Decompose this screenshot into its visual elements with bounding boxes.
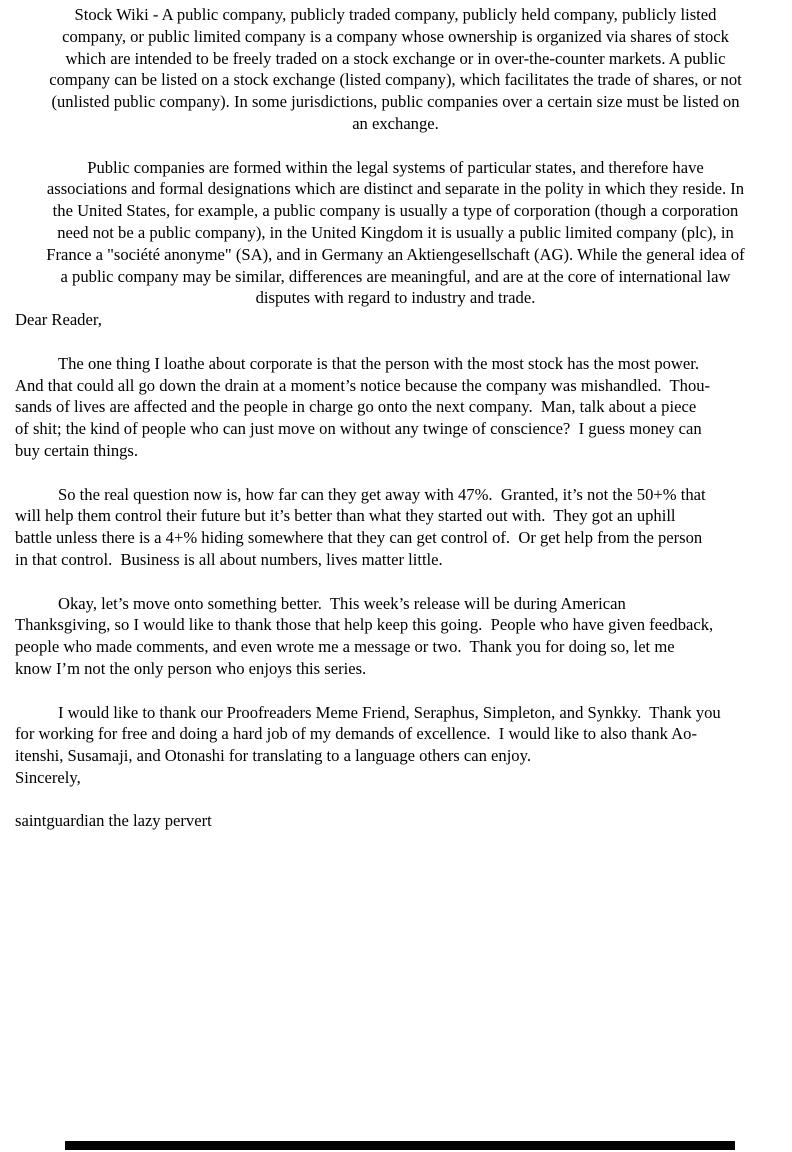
paragraph [15, 593, 776, 680]
text-line: an exchange. [352, 113, 439, 133]
text-line: itenshi, Susamaji, and Otonashi for translating to a language others can enjoy. [15, 746, 531, 766]
text-line: France a "société anonyme" (SA), and in Germany an Aktiengesellschaft (AG). While the general idea of [46, 244, 745, 264]
text-line: of shit; the kind of people who can just move on without any twinge of conscience? I guess money can [15, 419, 702, 439]
text-line: I would like to thank our Proofreaders Meme Friend, Seraphus, Simpleton, and Synkky. Thank you [58, 702, 721, 722]
text-line: for working for free and doing a hard job of my demands of excellence. I would like to also thank Ao- [15, 724, 697, 744]
paragraph [15, 353, 776, 462]
text-line: disputes with regard to industry and trade. [255, 288, 536, 308]
bottom-bar [65, 1141, 735, 1150]
paragraph [15, 4, 776, 135]
body-paragraphs [15, 353, 776, 767]
text-line: buy certain things. [15, 440, 139, 460]
salutation: Dear Reader, [15, 310, 102, 330]
text-line: sands of lives are affected and the people in charge go onto the next company. Man, talk about a piece [15, 397, 697, 417]
intro-paragraphs [15, 4, 776, 309]
text-line: a public company may be similar, differences are meaningful, and are at the core of international law [60, 266, 731, 286]
text-line: Okay, let’s move onto something better. This week’s release will be during American [58, 593, 626, 613]
text-line: Public companies are formed within the legal systems of particular states, and therefore have [87, 157, 704, 177]
text-line: So the real question now is, how far can they get away with 47%. Granted, it’s not the 50+% that [58, 484, 706, 504]
paragraph [15, 157, 776, 310]
text-line: company, or public limited company is a company whose ownership is organized via shares of stock [62, 26, 729, 46]
text-line: know I’m not the only person who enjoys this series. [15, 658, 367, 678]
text-line: (unlisted public company). In some jurisdictions, public companies over a certain size must be listed on [51, 92, 740, 112]
text-line: will help them control their future but it’s better than what they started out with. They got an uphill [15, 506, 676, 526]
text-line: associations and formal designations which are distinct and separate in the polity in which they reside. In [46, 179, 745, 199]
text-line: Thanksgiving, so I would like to thank those that help keep this going. People who have given feedback, [15, 615, 714, 635]
text-line: in that control. Business is all about numbers, lives matter little. [15, 549, 443, 569]
text-line: which are intended to be freely traded on a stock exchange or in over-the-counter markets. A public [65, 48, 726, 68]
closing: Sincerely, [15, 767, 81, 787]
signature: saintguardian the lazy pervert [15, 811, 212, 831]
text-line: Stock Wiki - A public company, publicly traded company, publicly held company, publicly listed [74, 5, 717, 24]
text-line: The one thing I loathe about corporate is that the person with the most stock has the most power. [58, 353, 700, 373]
text-line: need not be a public company), in the United Kingdom it is usually a public limited company (plc), in [57, 222, 734, 242]
text-line: people who made comments, and even wrote me a message or two. Thank you for doing so, let me [15, 637, 675, 657]
paragraph [15, 484, 776, 571]
paragraph [15, 702, 776, 767]
text-line: And that could all go down the drain at a moment’s notice because the company was mishandled. Thou- [15, 375, 711, 395]
text-line: company can be listed on a stock exchange (listed company), which facilitates the trade of shares, or not [49, 70, 742, 90]
text-line: battle unless there is a 4+% hiding somewhere that they can get control of. Or get help from the person [15, 528, 703, 548]
text-line: the United States, for example, a public company is usually a type of corporation (though a corporation [52, 201, 739, 221]
